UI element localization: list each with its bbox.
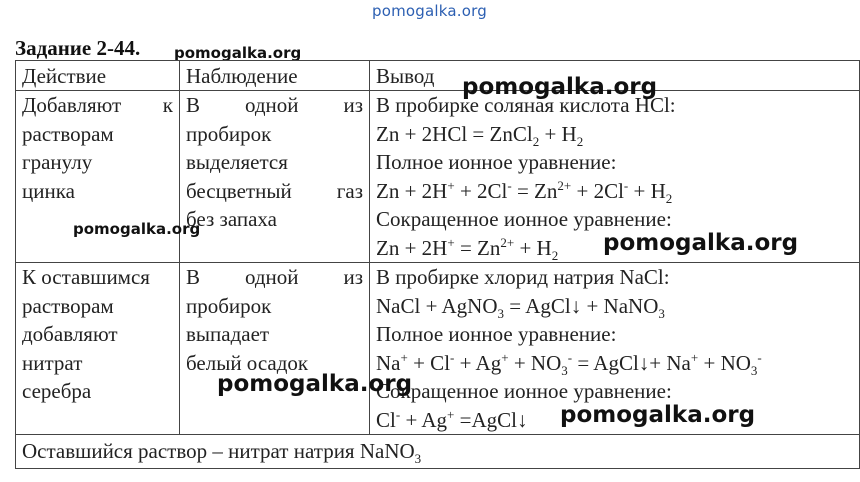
- row2-action-line: добавляют: [22, 322, 118, 346]
- header-conclusion: Вывод: [370, 61, 860, 91]
- row2-conclusion-line: Сокращенное ионное уравнение:: [376, 379, 672, 403]
- row2-action-line: серебра: [22, 379, 92, 403]
- watermark-header: pomogalka.org: [462, 74, 658, 100]
- row1-observation-line: пробирок: [186, 121, 272, 146]
- row1-observation-line: выделяется: [186, 150, 288, 174]
- row1-conclusion-line: Полное ионное уравнение:: [376, 150, 617, 174]
- row2-observation-line: В одной из: [186, 265, 363, 289]
- row2-observation-line: пробирок: [186, 293, 272, 318]
- row2-action-line: нитрат: [22, 350, 83, 375]
- table-header-row: [16, 61, 860, 91]
- watermark-after-title: pomogalka.org: [174, 44, 302, 62]
- row2-observation-line: выпадает: [186, 322, 270, 346]
- row2-equation-short-ionic: Cl- + Ag+ =AgCl↓: [376, 406, 528, 432]
- watermark-row2-right: pomogalka.org: [560, 402, 756, 428]
- row1-observation-line: без запаха: [186, 207, 277, 231]
- row2-observation: [180, 263, 370, 435]
- row2-conclusion-line: Полное ионное уравнение:: [376, 322, 617, 346]
- watermark-row1-right: pomogalka.org: [603, 230, 799, 256]
- row1-equation-short-ionic: $Zn + 2H^+ = Zn^{2+} + H_2$: [376, 234, 559, 263]
- row1-observation-line: бесцветный газ: [186, 178, 363, 203]
- row2-equation-full-ionic: $Na^+ + Cl^- + Ag^+ + NO_3^-$ = AgCl↓+ $Na^+ + NO_3^-$: [376, 349, 762, 378]
- watermark-top: pomogalka.org: [372, 2, 487, 20]
- row1-action-line: гранулу: [22, 150, 93, 174]
- footer-conclusion: Оставшийся раствор – нитрат натрия NaNO$_3$: [16, 435, 860, 469]
- row2-action-line: растворам: [22, 293, 114, 318]
- row2-observation-line: белый осадок: [186, 350, 309, 375]
- row2-action: [16, 263, 180, 435]
- watermark-row2-middle: pomogalka.org: [217, 371, 413, 397]
- row2-action-line: К оставшимся: [22, 265, 150, 289]
- row2-conclusion-line: В пробирке хлорид натрия NaCl:: [376, 265, 670, 289]
- row1-action-line: цинка: [22, 178, 75, 203]
- table-footer-row: [16, 435, 860, 469]
- row1-action-line: Добавляют к: [22, 93, 173, 117]
- header-action: Действие: [16, 61, 180, 91]
- row1-equation-full-ionic: $Zn + 2H^+ + 2Cl^- = Zn^{2+} + 2Cl^- + H_2$: [376, 177, 673, 206]
- row1-conclusion-line: В пробирке соляная кислота HCl:: [376, 93, 676, 117]
- watermark-row1-left: pomogalka.org: [73, 220, 201, 238]
- row2-equation-molecular: NaCl + AgNO$_3$ = AgCl↓ + NaNO$_3$: [376, 293, 665, 321]
- row1-observation-line: В одной из: [186, 93, 363, 117]
- row1-equation-molecular: Zn + 2HCl = ZnCl$_2$ + $H_2$: [376, 121, 584, 149]
- row1-conclusion-line: Сокращенное ионное уравнение:: [376, 207, 672, 231]
- header-observation: Наблюдение: [180, 61, 370, 91]
- row1-observation: [180, 91, 370, 263]
- task-title: Задание 2-44.: [15, 36, 141, 60]
- row1-action-line: растворам: [22, 121, 114, 146]
